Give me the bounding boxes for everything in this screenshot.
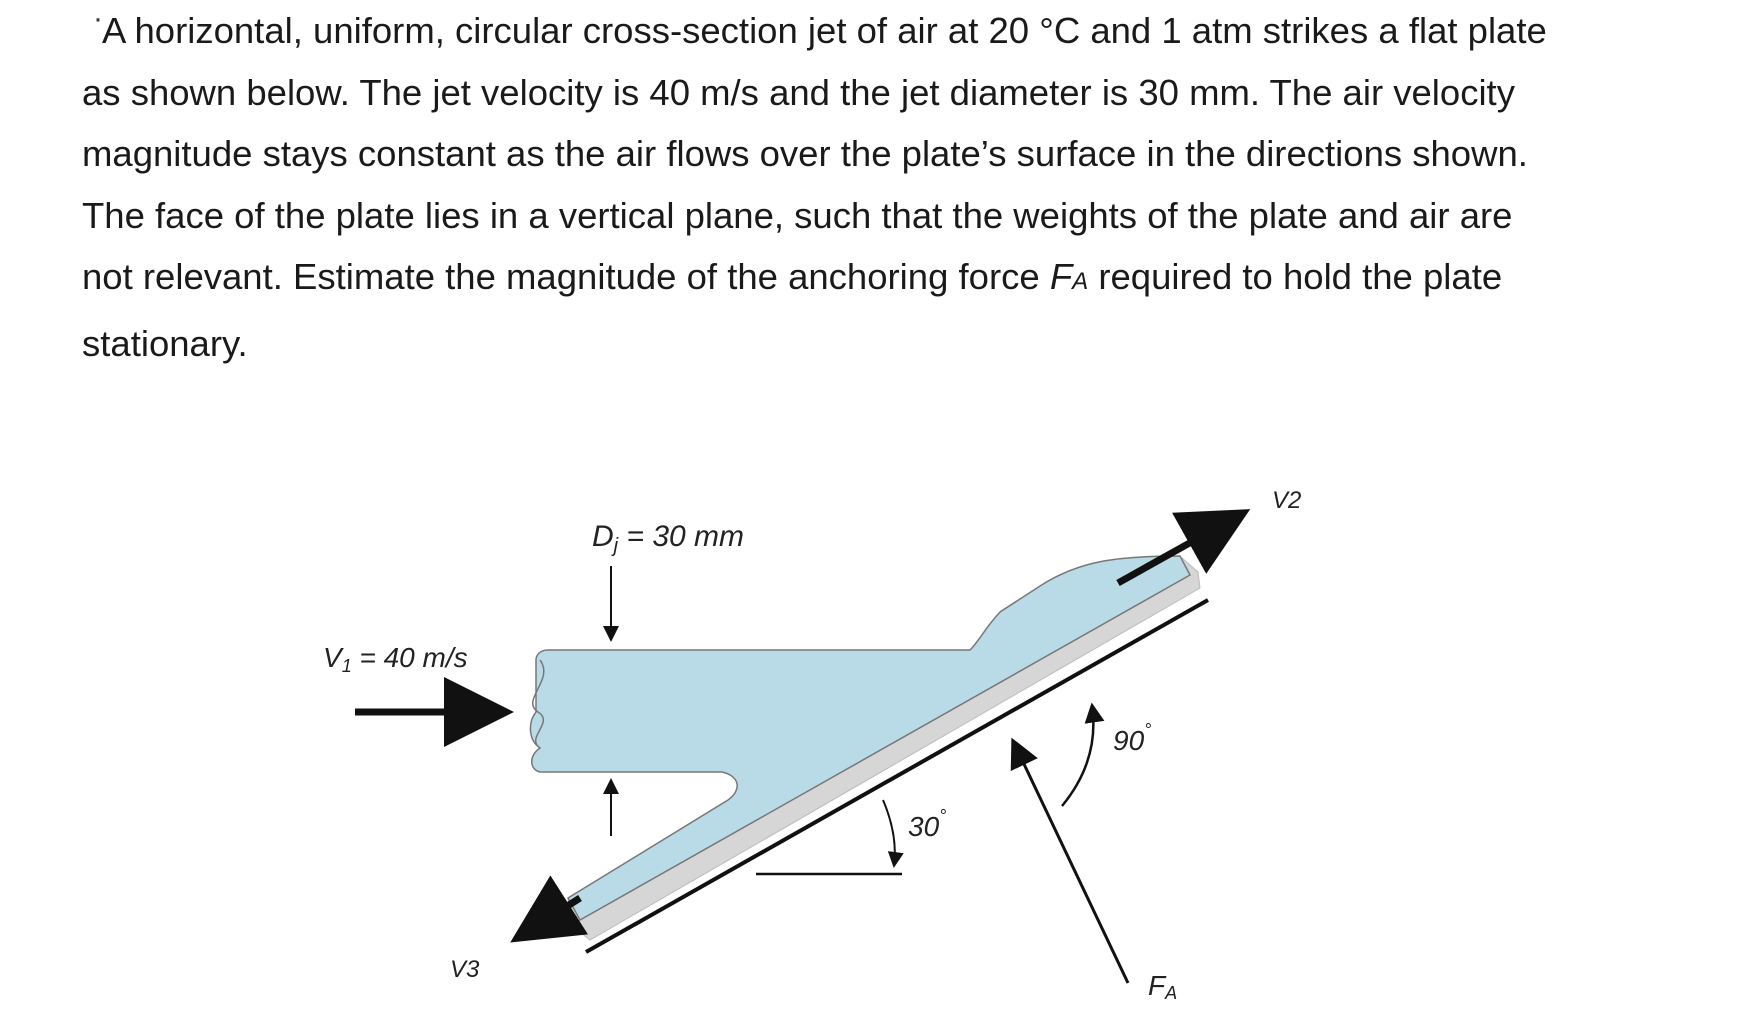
air-jet (530, 556, 1190, 920)
angle-30-arc (883, 800, 895, 866)
problem-line-5-end: required to hold the plate (1088, 256, 1503, 297)
v2-label: V2 (1272, 487, 1302, 514)
problem-line-5-text: not relevant. Estimate the magnitude of the anchoring force (82, 256, 1050, 297)
force-subscript: A (1072, 268, 1089, 295)
angle-90-arc (1062, 705, 1093, 806)
fa-arrow (1014, 743, 1128, 983)
v1-label: V1 = 40 m/s (323, 642, 468, 676)
angle-90-label: 90° (1113, 720, 1152, 756)
bullet-mark: · (93, 2, 103, 35)
problem-line-2: as shown below. The jet velocity is 40 m/s and the jet diameter is 30 mm. The air velocity (82, 71, 1515, 113)
problem-line-4: The face of the plate lies in a vertical plane, such that the weights of the plate and air are (82, 194, 1513, 236)
angle-30-label: 30° (908, 806, 947, 842)
problem-line-3: magnitude stays constant as the air flows over the plate’s surface in the directions shown. (82, 133, 1528, 174)
v3-label: V3 (450, 956, 480, 983)
dj-label: $D_j = 30$ mm (592, 520, 744, 557)
problem-line-6: stationary. (82, 322, 248, 364)
fa-label: FA (1148, 970, 1178, 1003)
problem-line-1: A horizontal, uniform, circular cross-section jet of air at 20 °C and 1 atm strikes a flat plate (102, 10, 1547, 51)
force-symbol: F (1049, 256, 1073, 297)
